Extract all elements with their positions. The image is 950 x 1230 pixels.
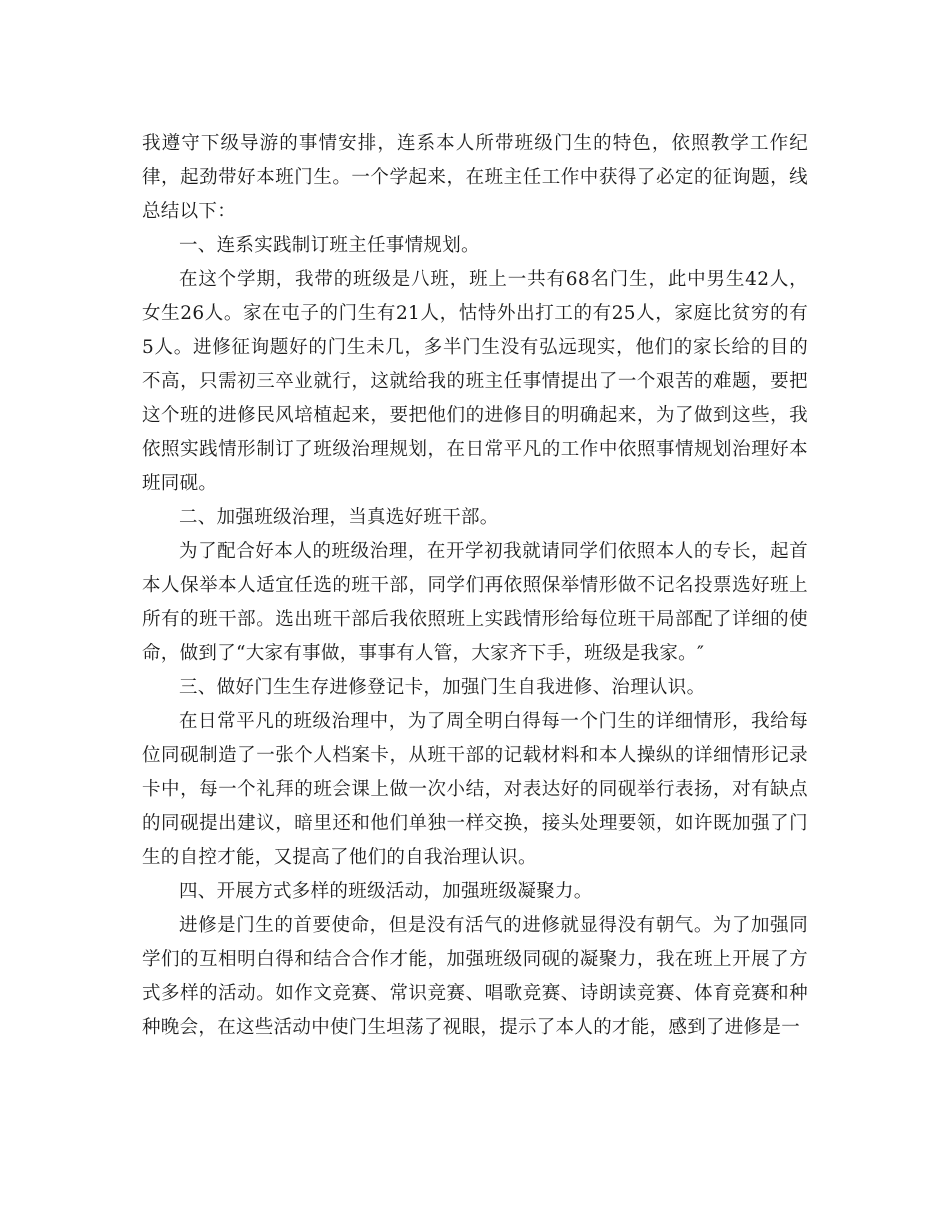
section-body-2: 为了配合好本人的班级治理，在开学初我就请同学们依照本人的专长，起首本人保举本人适宜任选的班干部，同学们再依照保举情形做不记名投票选好班上所有的班干部。选出班干部后我依照班上实践情形给每位班干局部配了详细的使命，做到了“大家有事做，事事有人管，大家齐下手，班级是我家。″ [142, 541, 808, 664]
intro-paragraph: 我遵守下级导游的事情安排，连系本人所带班级门生的特色，依照教学工作纪律，起劲带好本班门生。一个学起来，在班主任工作中获得了必定的征询题，线总结以下： [142, 133, 808, 222]
section-heading-3: 三、做好门生生存进修登记卡，加强门生自我进修、治理认识。 [179, 677, 706, 698]
document-body [142, 127, 808, 1045]
section-body-3: 在日常平凡的班级治理中，为了周全明白得每一个门生的详细情形，我给每位同砚制造了一张个人档案卡，从班干部的记载材料和本人操纵的详细情形记录卡中，每一个礼拜的班会课上做一次小结，对表达好的同砚举行表扬，对有缺点的同砚提出建议，暗里还和他们单独一样交换，接头处理要领，如许既加强了门生的自控才能，又提高了他们的自我治理认识。 [142, 711, 808, 868]
section-body-1: 在这个学期，我带的班级是八班，班上一共有68名门生，此中男生42人，女生26人。家在屯子的门生有21人，怙恃外出打工的有25人，家庭比贫穷的有5人。进修征询题好的门生未几，多半门生没有弘远现实，他们的家长给的目的不高，只需初三卒业就行，这就给我的班主任事情提出了一个艰苦的难题，要把这个班的进修民风培植起来，要把他们的进修目的明确起来，为了做到这些，我依照实践情形制订了班级治理规划，在日常平凡的工作中依照事情规划治理好本班同砚。 [142, 269, 808, 494]
section-heading-2: 二、加强班级治理，当真选好班干部。 [179, 507, 499, 528]
section-body-4: 进修是门生的首要使命，但是没有活气的进修就显得没有朝气。为了加强同学们的互相明白得和结合合作才能，加强班级同砚的凝聚力，我在班上开展了方式多样的活动。如作文竞赛、常识竞赛、唱歌竞赛、诗朗读竞赛、体育竞赛和种种晚会，在这些活动中使门生坦荡了视眼，提示了本人的才能，感到了进修是一 [142, 915, 808, 1038]
section-heading-4: 四、开展方式多样的班级活动，加强班级凝聚力。 [179, 881, 593, 902]
section-heading-1: 一、连系实践制订班主任事情规划。 [179, 235, 480, 256]
